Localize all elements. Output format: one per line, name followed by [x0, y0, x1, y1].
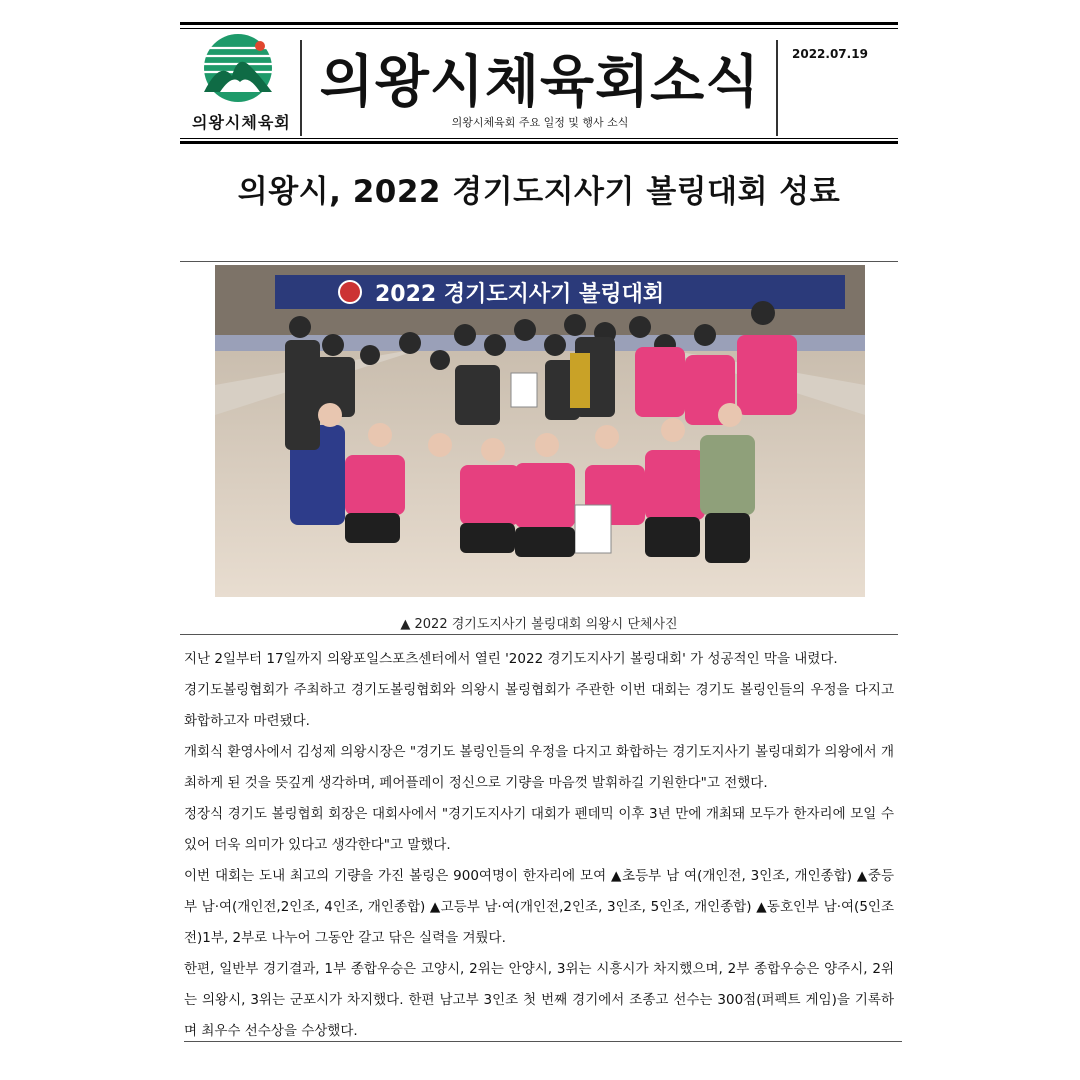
newsletter-subtitle: 의왕시체육회 주요 일정 및 행사 소식: [451, 116, 629, 129]
issue-date: 2022.07.19: [792, 47, 868, 61]
logo-text: 의왕시체육회: [192, 113, 291, 132]
article-body: [184, 644, 894, 1047]
caption-separator: [180, 634, 898, 635]
article-headline: 의왕시, 2022 경기도지사기 볼링대회 성료: [237, 174, 841, 210]
photo-banner-text: 2022 경기도지사기 볼링대회: [375, 282, 665, 307]
masthead-divider-left: [300, 40, 302, 136]
masthead: [180, 30, 898, 136]
group-photo: [215, 265, 865, 597]
masthead-bottom-rule-thin: [180, 138, 898, 139]
article-bottom-rule: [184, 1041, 902, 1042]
article-paragraph: 개회식 환영사에서 김성제 의왕시장은 "경기도 볼링인들의 우정을 다지고 화합하는 경기도지사기 볼링대회가 의왕에서 개최하게 된 것을 뜻깊게 생각하며, 페어플레이 정신으로 기량을 마음껏 발휘하길 기원한다"고 전했다.: [184, 744, 894, 791]
article-paragraph: 한편, 일반부 경기결과, 1부 종합우승은 고양시, 2위는 안양시, 3위는 시흥시가 차지했으며, 2부 종합우승은 양주시, 2위는 의왕시, 3위는 군포시가 차지했다. 한편 남고부 3인조 첫 번째 경기에서 조종고 선수는 300점(퍼펙트 게임)을 기록하며 최우수 선수상을 수상했다.: [184, 961, 894, 1039]
masthead-top-rule-thin: [180, 28, 898, 29]
logo: [180, 30, 300, 136]
article-paragraph: 경기도볼링협회가 주최하고 경기도볼링협회와 의왕시 볼링협회가 주관한 이번 대회는 경기도 볼링인들의 우정을 다지고 화합하고자 마련됐다.: [184, 682, 894, 729]
article-paragraph: 지난 2일부터 17일까지 의왕포일스포츠센터에서 열린 '2022 경기도지사기 볼링대회' 가 성공적인 막을 내렸다.: [184, 651, 838, 667]
masthead-divider-right: [776, 40, 778, 136]
masthead-bottom-rule: [180, 141, 898, 144]
photo-caption: ▲ 2022 경기도지사기 볼링대회 의왕시 단체사진: [400, 617, 678, 632]
newsletter-title: 의왕시체육회소식: [319, 50, 761, 115]
article-paragraph: 정장식 경기도 볼링협회 회장은 대회사에서 "경기도지사기 대회가 펜데믹 이후 3년 만에 개최돼 모두가 한자리에 모일 수 있어 더욱 의미가 있다고 생각한다"고 말했다.: [184, 806, 894, 853]
headline-separator: [180, 261, 898, 262]
masthead-top-rule: [180, 22, 898, 25]
article-paragraph: 이번 대회는 도내 최고의 기량을 가진 볼링은 900여명이 한자리에 모여 ▲초등부 남 여(개인전, 3인조, 개인종합) ▲중등부 남·여(개인전,2인조, 4인조, 개인종합) ▲고등부 남·여(개인전,2인조, 3인조, 5인조, 개인종합) ▲동호인부 남·여(5인조전)1부, 2부로 나누어 그동안 갈고 닦은 실력을 겨뤘다.: [184, 868, 894, 946]
logo-emblem-icon: [180, 30, 300, 110]
